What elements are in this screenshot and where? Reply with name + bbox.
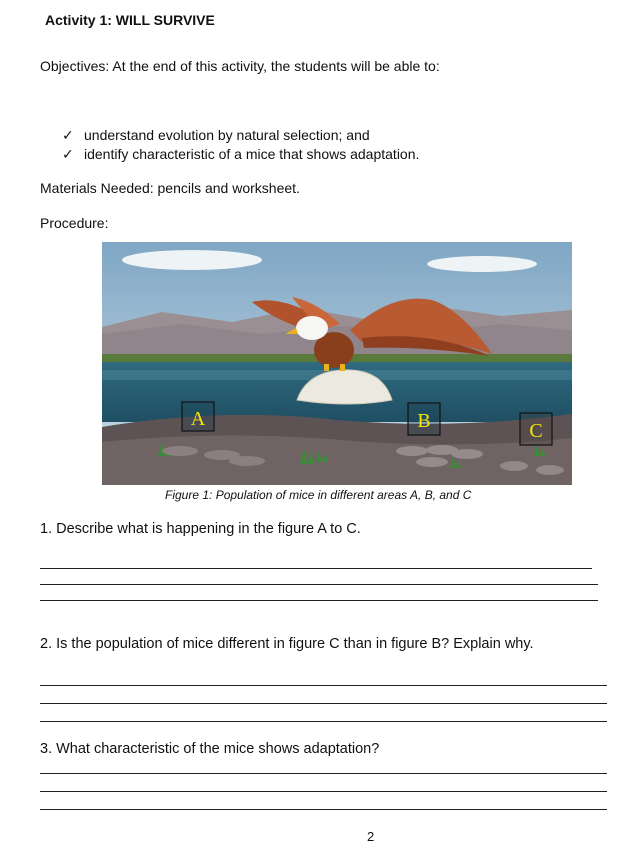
mouse <box>451 449 483 459</box>
objective-text: understand evolution by natural selection; and <box>84 127 370 143</box>
activity-title: Activity 1: WILL SURVIVE <box>45 12 215 28</box>
objectives-intro: Objectives: At the end of this activity, the students will be able to: <box>40 58 440 74</box>
label-box-c <box>520 413 552 445</box>
question-2: 2. Is the population of mice different in figure C than in figure B? Explain why. <box>40 636 534 652</box>
answer-line[interactable] <box>40 568 592 569</box>
mouse <box>416 457 448 467</box>
question-1: 1. Describe what is happening in the figure A to C. <box>40 521 361 537</box>
objective-text: identify characteristic of a mice that shows adaptation. <box>84 146 420 162</box>
mouse <box>536 465 564 475</box>
procedure-label: Procedure: <box>40 215 109 231</box>
answer-line[interactable] <box>40 600 598 601</box>
objective-item <box>62 146 419 163</box>
figure-caption: Figure 1: Population of mice in different areas A, B, and C <box>165 488 472 502</box>
label-box-a <box>182 402 214 431</box>
answer-line[interactable] <box>40 809 607 810</box>
answer-line[interactable] <box>40 773 607 774</box>
mouse <box>162 446 198 456</box>
answer-line[interactable] <box>40 685 607 686</box>
answer-line[interactable] <box>40 791 607 792</box>
cloud <box>122 250 262 270</box>
mouse <box>229 456 265 466</box>
page-number: 2 <box>367 829 375 844</box>
eagle-talon <box>340 364 345 371</box>
materials-needed: Materials Needed: pencils and worksheet. <box>40 180 300 196</box>
figure-eagle-mice <box>102 242 572 485</box>
objective-item <box>62 127 370 144</box>
mouse <box>500 461 528 471</box>
figure-label: C <box>529 420 543 442</box>
figure-label: B <box>417 410 431 432</box>
figure-label: A <box>190 408 206 430</box>
question-3: 3. What characteristic of the mice shows adaptation? <box>40 741 380 757</box>
eagle-head <box>296 316 328 340</box>
cloud <box>427 256 537 272</box>
answer-line[interactable] <box>40 584 598 585</box>
checkmark-icon: ✓ <box>62 146 74 162</box>
answer-line[interactable] <box>40 721 607 722</box>
figure-illustration <box>102 242 572 485</box>
eagle-talon <box>324 364 329 371</box>
mouse <box>396 446 428 456</box>
answer-line[interactable] <box>40 703 607 704</box>
label-box-b <box>408 403 440 435</box>
checkmark-icon: ✓ <box>62 127 74 143</box>
